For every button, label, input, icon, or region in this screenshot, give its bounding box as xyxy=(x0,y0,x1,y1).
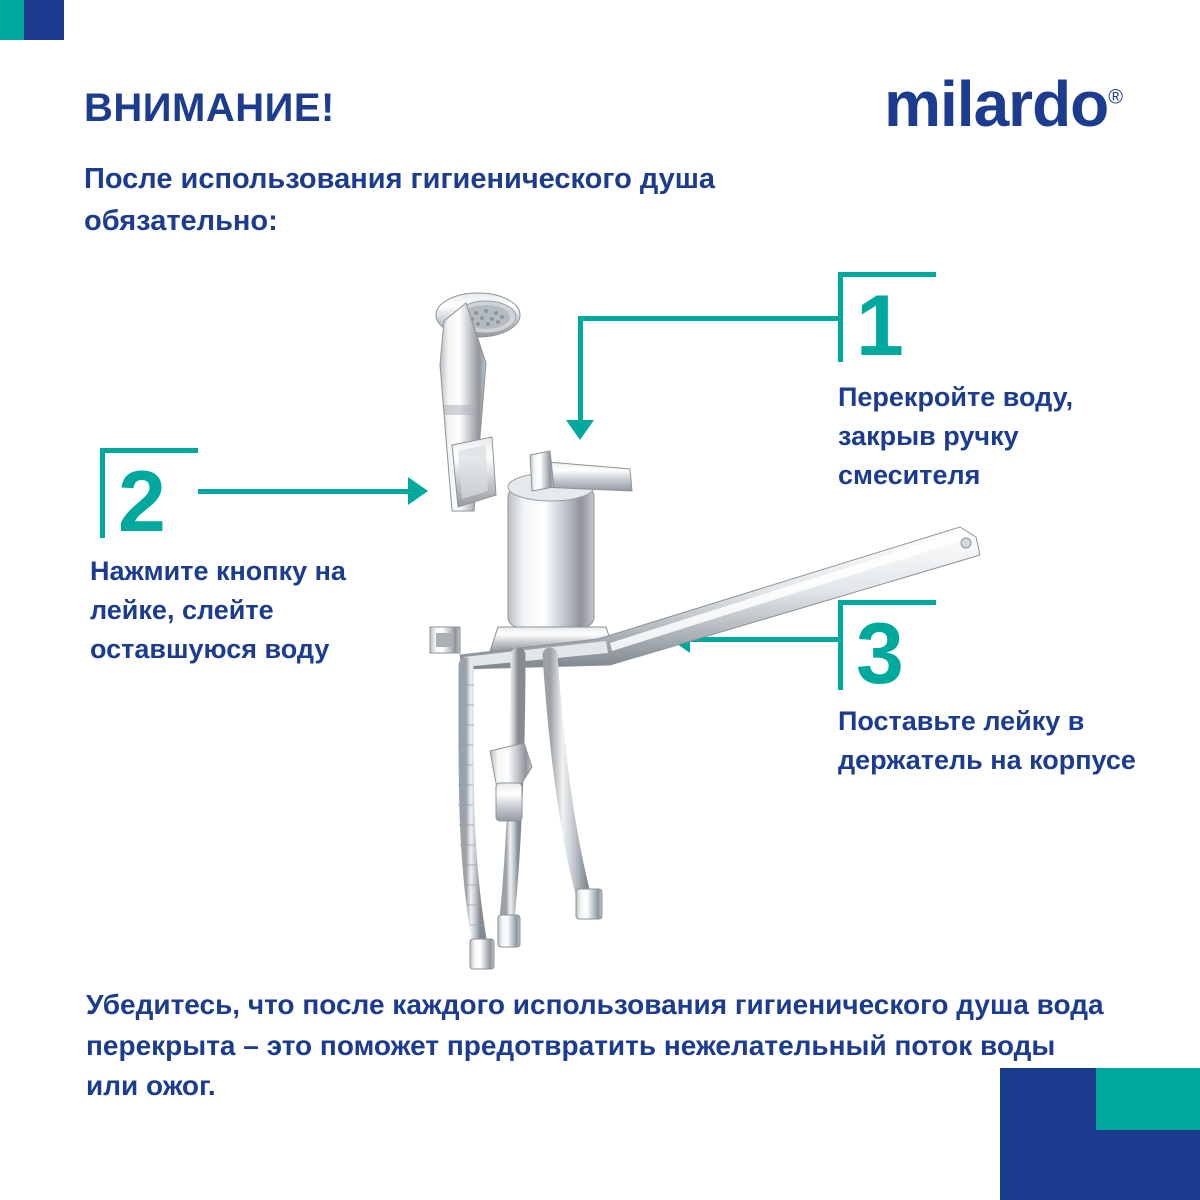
registered-trademark-icon: ® xyxy=(1108,86,1122,109)
step-2-text: Нажмите кнопку на лейке, слейте оставшуюся воду xyxy=(90,556,346,665)
corner-decoration-bottom-right-teal xyxy=(1096,1068,1200,1130)
footer-note: Убедитесь, что после каждого использования гигиенического душа вода перекрыта – это поможет предотвратить нежелательный поток воды или ожог. xyxy=(86,989,1104,1102)
step-2-marker-top-rule xyxy=(100,448,198,453)
product-illustration xyxy=(400,255,1040,975)
shower-trigger-button xyxy=(452,437,496,507)
hose-connector-illustration xyxy=(470,743,602,969)
brand-name: milardo xyxy=(884,68,1109,140)
corner-decoration-bottom-right-blue-lower xyxy=(1000,1130,1200,1200)
step-2-arrow-horizontal xyxy=(198,489,410,494)
step-1-text: Перекройте воду, закрыв ручку смесителя xyxy=(838,382,1074,491)
hose-illustration xyxy=(466,655,586,945)
step-3-number: 3 xyxy=(856,606,904,702)
step-2-marker-left-rule xyxy=(100,448,105,538)
page-subtitle: После использования гигиенического душа обязательно: xyxy=(84,163,716,238)
step-2-number: 2 xyxy=(118,454,166,550)
step-3-text: Поставьте лейку в держатель на корпусе xyxy=(838,706,1136,776)
brand-logo xyxy=(884,68,1122,140)
page-title: ВНИМАНИЕ! xyxy=(84,86,335,130)
step-1-number: 1 xyxy=(856,278,904,374)
corner-decoration-top-left-teal xyxy=(0,0,24,40)
